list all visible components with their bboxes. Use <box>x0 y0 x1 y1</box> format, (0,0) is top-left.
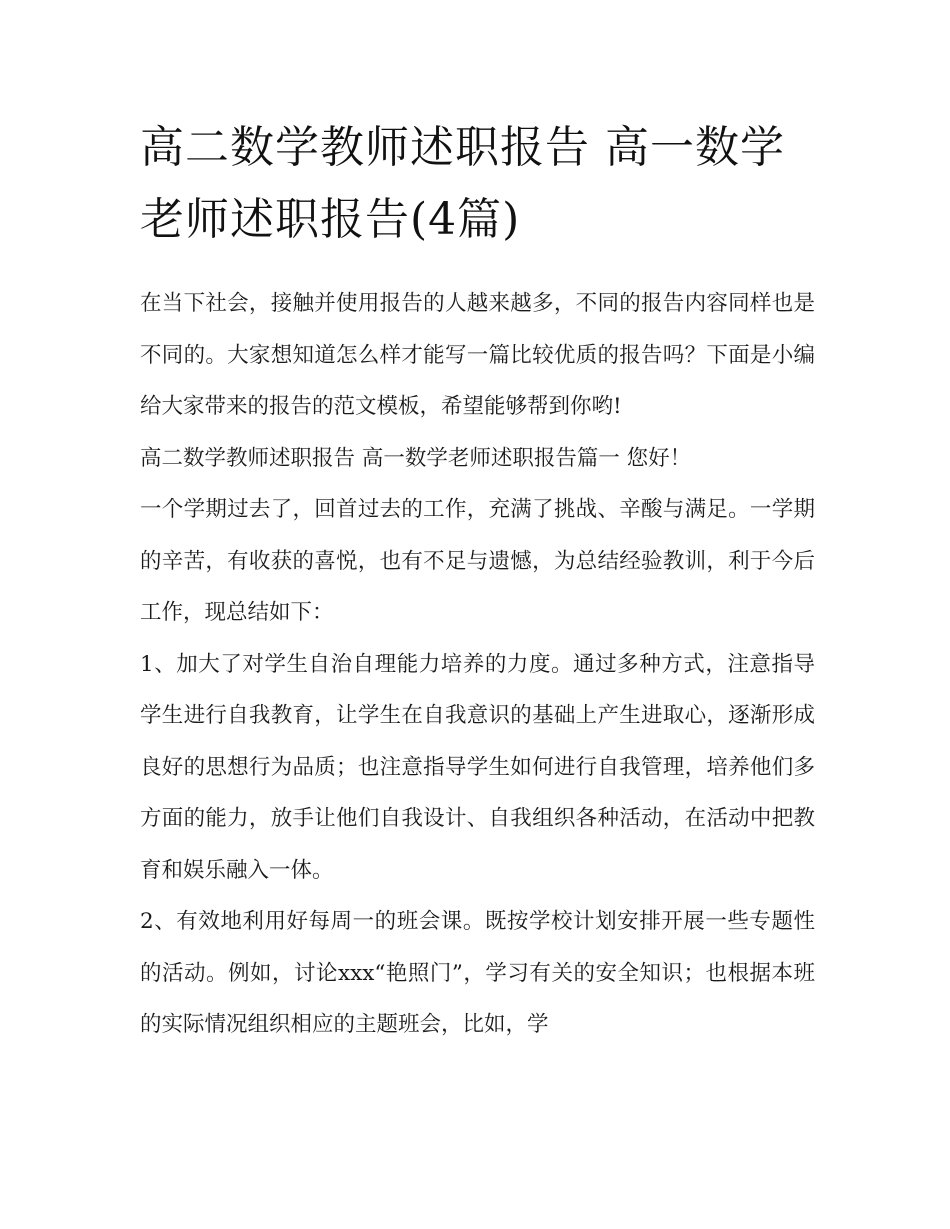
point-1-paragraph: 1、加大了对学生自治自理能力培养的力度。通过多种方式，注意指导学生进行自我教育，让学生在自我意识的基础上产生进取心，逐渐形成良好的思想行为品质；也注意指导学生如何进行自我管理，培养他们多方面的能力，放手让他们自我设计、自我组织各种活动，在活动中把教育和娱乐融入一体。 <box>140 651 815 883</box>
document-title: 高二数学教师述职报告 高一数学老师述职报告(4篇) <box>140 122 785 245</box>
intro-paragraph: 在当下社会，接触并使用报告的人越来越多，不同的报告内容同样也是不同的。大家想知道怎么样才能写一篇比较优质的报告吗？下面是小编给大家带来的报告的范文模板，希望能够帮到你哟! <box>140 291 815 419</box>
section-heading-paragraph: 高二数学教师述职报告 高一数学老师述职报告篇一 您好！ <box>140 445 692 471</box>
document-body <box>140 112 815 1051</box>
point-2-paragraph: 2、有效地利用好每周一的班会课。既按学校计划安排开展一些专题性的活动。例如，讨论xxx“艳照门”，学习有关的安全知识；也根据本班的实际情况组织相应的主题班会，比如，学 <box>140 909 815 1037</box>
summary-paragraph: 一个学期过去了，回首过去的工作，充满了挑战、辛酸与满足。一学期的辛苦，有收获的喜悦，也有不足与遗憾，为总结经验教训，利于今后工作，现总结如下： <box>140 497 815 625</box>
